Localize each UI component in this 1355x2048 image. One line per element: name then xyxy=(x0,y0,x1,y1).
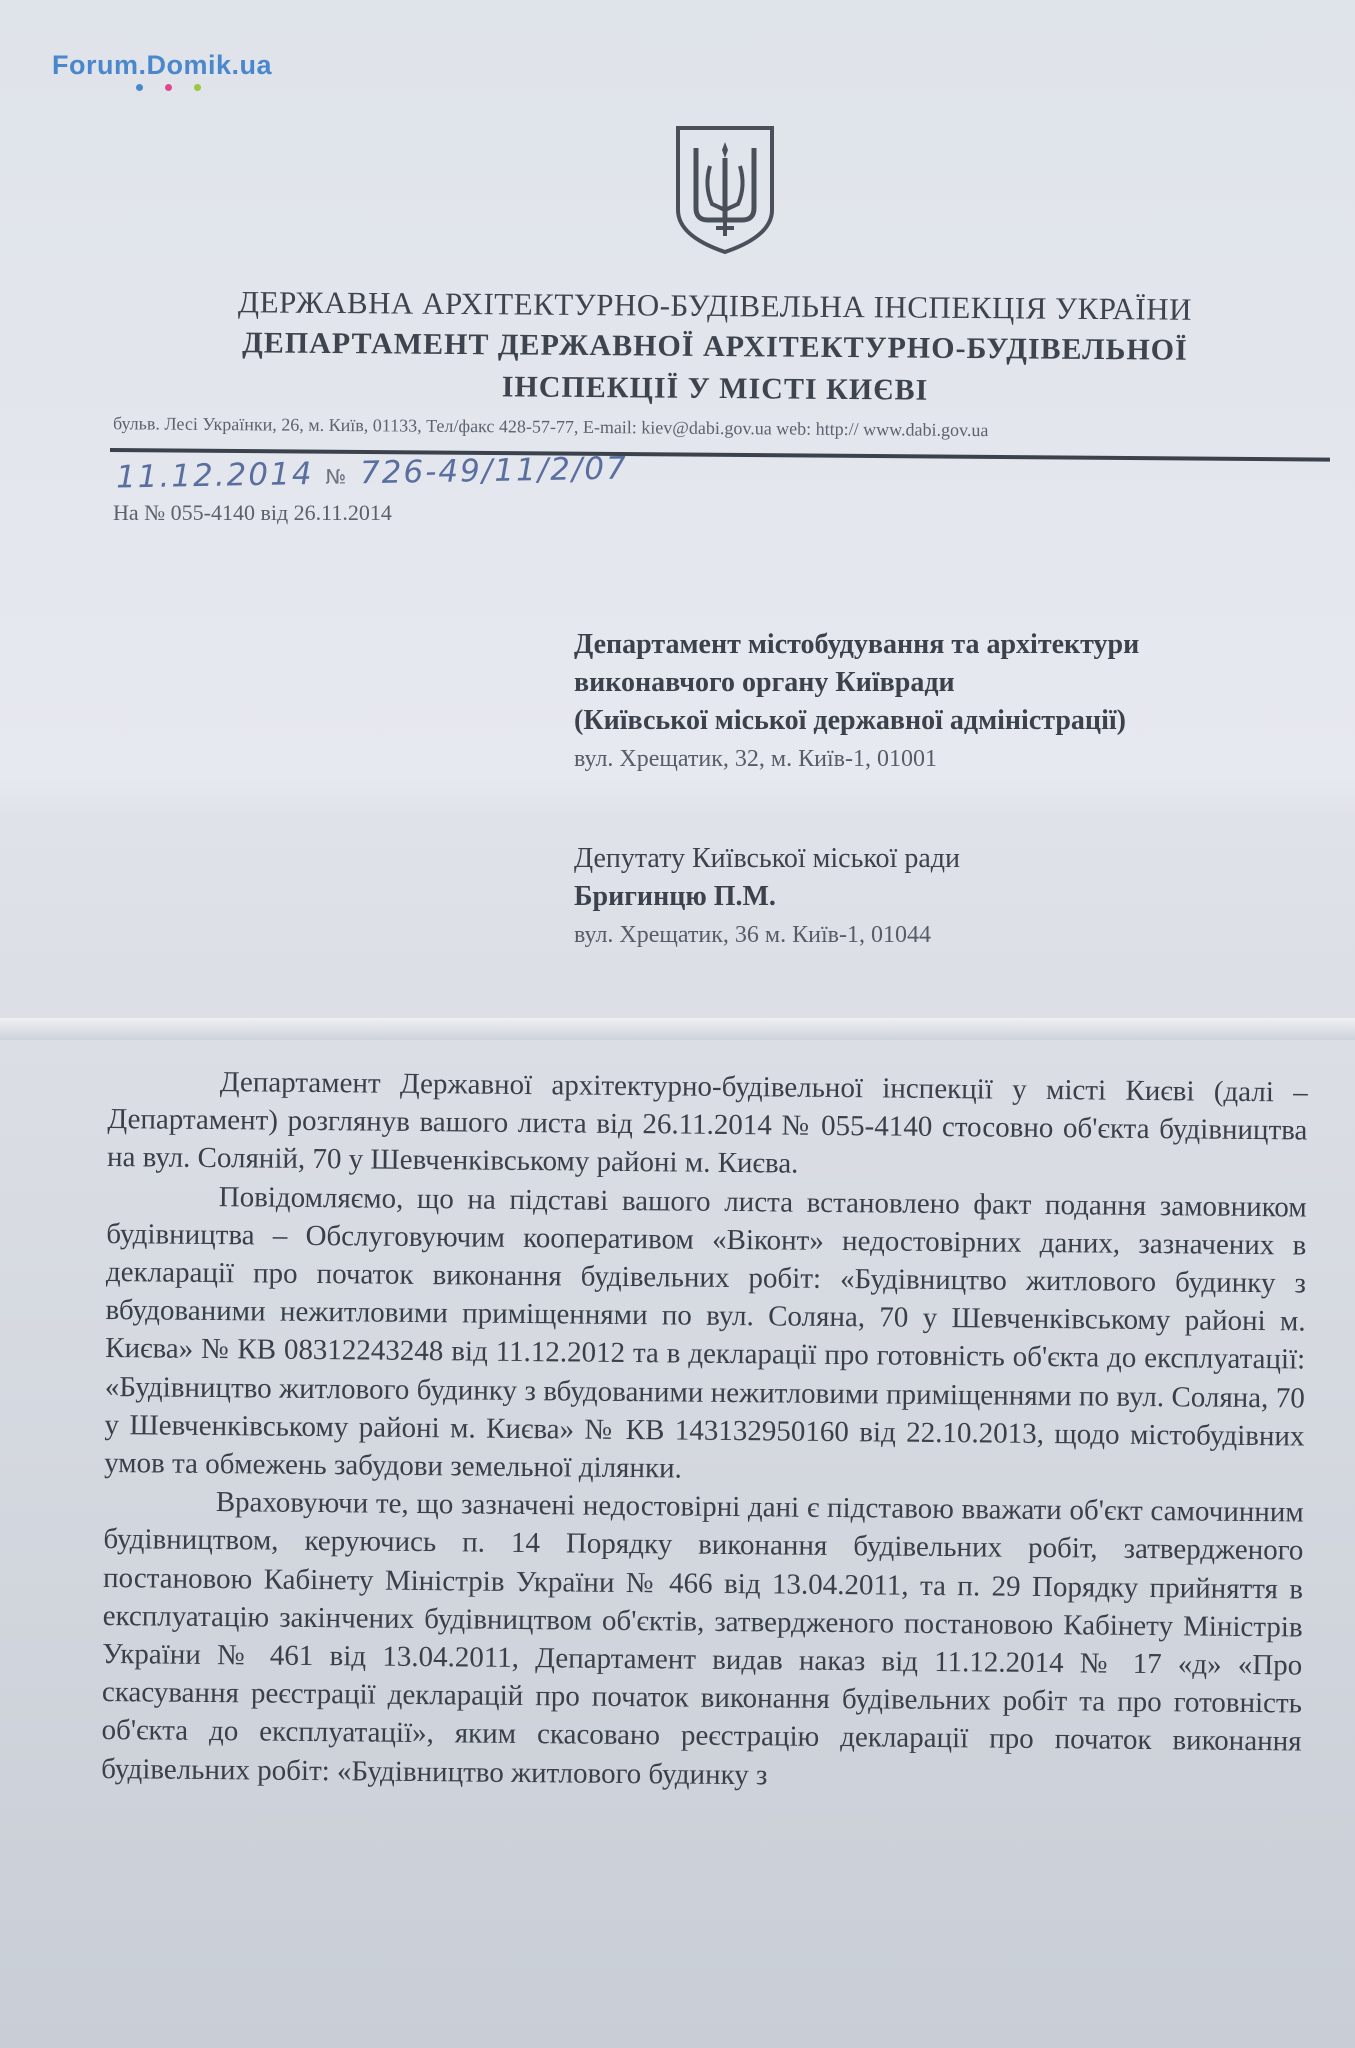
outgoing-number xyxy=(116,451,628,496)
letterhead-address: бульв. Лесі Українки, 26, м. Київ, 01133, Тел/факс 428-57-77, E-mail: kiev@dabi.gov.ua web: http:// www.dabi.gov.ua xyxy=(112,413,989,441)
outgoing-reg-number: 726-49/11/2/07 xyxy=(359,450,629,492)
coat-of-arms-icon xyxy=(672,124,778,256)
recipient-2-line-1: Депутату Київської міської ради xyxy=(574,843,960,874)
outgoing-date: 11.12.2014 xyxy=(115,456,314,496)
site-watermark: Forum.Domik.ua xyxy=(52,50,273,80)
recipient-1-line-3: (Київської міської державної адміністрації) xyxy=(574,705,1126,736)
watermark-dots xyxy=(136,84,201,91)
body-paragraph-3: Враховуючи те, що зазначені недостовірні дані є підставою вважати об'єкт самочинним будівництвом, керуючись п. 14 Порядку виконання будівельних робіт, затвердженого постановою Кабінету Міністрів України № 466 від 13.04.2011, та п. 29 Порядку прийняття в експлуатацію закінчених будівництвом об'єктів, затвердженого постановою Кабінету Міністрів України № 461 від 13.04.2011, Департамент видав наказ від 11.12.2014 № 17 «д» «Про скасування реєстрації декларацій про початок виконання будівельних робіт та про готовність об'єкта до експлуатації», яким скасовано реєстрацію декларації про початок виконання будівельних робіт: «Будівництво житлового будинку з xyxy=(101,1486,1304,1792)
letter-body xyxy=(101,1062,1308,1799)
body-paragraph-2: Повідомляємо, що на підставі вашого листа встановлено факт подання замовником будівництва – Обслуговуючим кооперативом «Віконт» недостовірних даних, зазначених в декларації про початок виконання будівельних робіт: «Будівництво житлового будинку з вбудованими нежитловими приміщеннями по вул. Соляна, 70 у Шевченківському районі м. Києва» № КВ 08312243248 від 11.12.2012 та в декларації про готовність об'єкта до експлуатації: «Будівництво житлового будинку з вбудованими нежитловими приміщеннями по вул. Соляна, 70 у Шевченківському районі м. Києва» № КВ 143132950160 від 22.10.2013, щодо містобудівних умов та обмежень забудови земельної ділянки. xyxy=(103,1180,1307,1485)
letterhead-department: ДЕПАРТАМЕНТ ДЕРЖАВНОЇ АРХІТЕКТУРНО-БУДІВЕЛЬНОЇ xyxy=(242,326,1188,367)
outgoing-number-sign: № xyxy=(325,464,349,489)
body-paragraph-1: Департамент Державної архітектурно-будівельної інспекції у місті Києві (далі – Департамент) розглянув вашого листа від 26.11.2014 № 055-4140 стосовно об'єкта будівництва на вул. Соляній, 70 у Шевченківському районі м. Києва. xyxy=(106,1066,1308,1181)
dot-pink xyxy=(165,84,172,91)
dot-green xyxy=(194,84,201,91)
recipients-block xyxy=(574,626,1314,954)
dot-blue xyxy=(136,84,143,91)
recipient-1-line-2: виконавчого органу Київради xyxy=(574,667,955,698)
recipient-2-address: вул. Хрещатик, 36 м. Київ-1, 01044 xyxy=(574,922,931,948)
letterhead-agency: ДЕРЖАВНА АРХІТЕКТУРНО-БУДІВЕЛЬНА ІНСПЕКЦІЯ УКРАЇНИ xyxy=(237,284,1193,327)
paper-fold xyxy=(0,1018,1355,1040)
recipient-2-name: Бригинцю П.М. xyxy=(574,881,776,912)
recipient-1-address: вул. Хрещатик, 32, м. Київ-1, 01001 xyxy=(574,746,937,772)
recipient-1-line-1: Департамент містобудування та архітектури xyxy=(574,629,1140,660)
incoming-reference: На № 055-4140 від 26.11.2014 xyxy=(113,500,392,525)
letterhead-department-city: ІНСПЕКЦІЇ У МІСТІ КИЄВІ xyxy=(501,370,929,407)
